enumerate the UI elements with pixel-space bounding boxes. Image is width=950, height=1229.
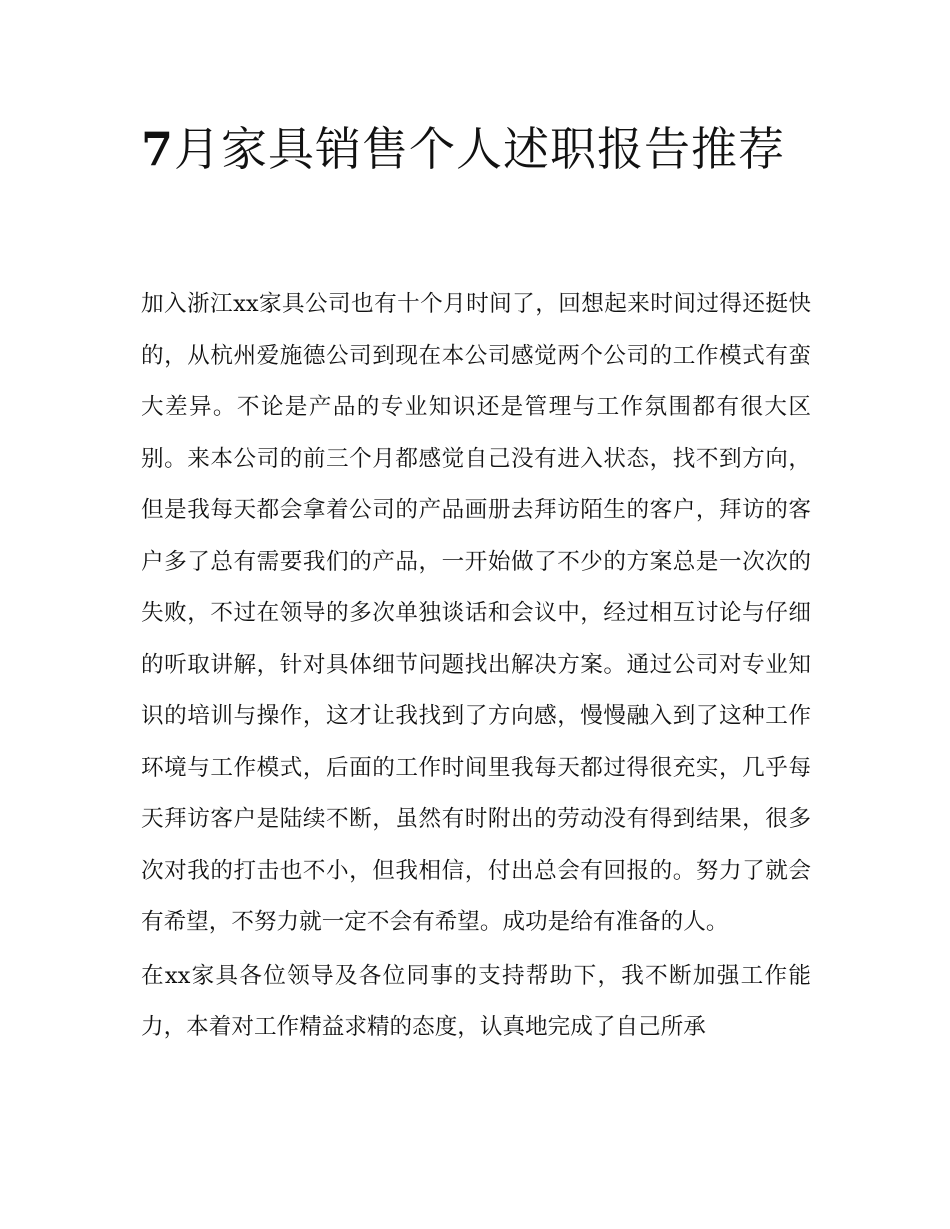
body-paragraph-1: 加入浙江xx家具公司也有十个月时间了，回想起来时间过得还挺快的，从杭州爱施德公司到现在本公司感觉两个公司的工作模式有蛮大差异。不论是产品的专业知识还是管理与工作氛围都有很大区别。来本公司的前三个月都感觉自己没有进入状态，找不到方向，但是我每天都会拿着公司的产品画册去拜访陌生的客户，拜访的客户多了总有需要我们的产品，一开始做了不少的方案总是一次次的失败，不过在领导的多次单独谈话和会议中，经过相互讨论与仔细的听取讲解，针对具体细节问题找出解决方案。通过公司对专业知识的培训与操作，这才让我找到了方向感，慢慢融入到了这种工作环境与工作模式，后面的工作时间里我每天都过得很充实，几乎每天拜访客户是陆续不断，虽然有时附出的劳动没有得到结果，很多次对我的打击也不小，但我相信，付出总会有回报的。努力了就会有希望，不努力就一定不会有希望。成功是给有准备的人。	[141, 291, 811, 935]
document-body	[141, 279, 811, 1056]
body-paragraph-2: 在xx家具各位领导及各位同事的支持帮助下，我不断加强工作能力，本着对工作精益求精的态度，认真地完成了自己所承	[141, 962, 811, 1040]
document-title	[141, 112, 811, 186]
title-text: 月家具销售个人述职报告推荐	[174, 122, 786, 176]
title-number: 7	[141, 122, 175, 176]
